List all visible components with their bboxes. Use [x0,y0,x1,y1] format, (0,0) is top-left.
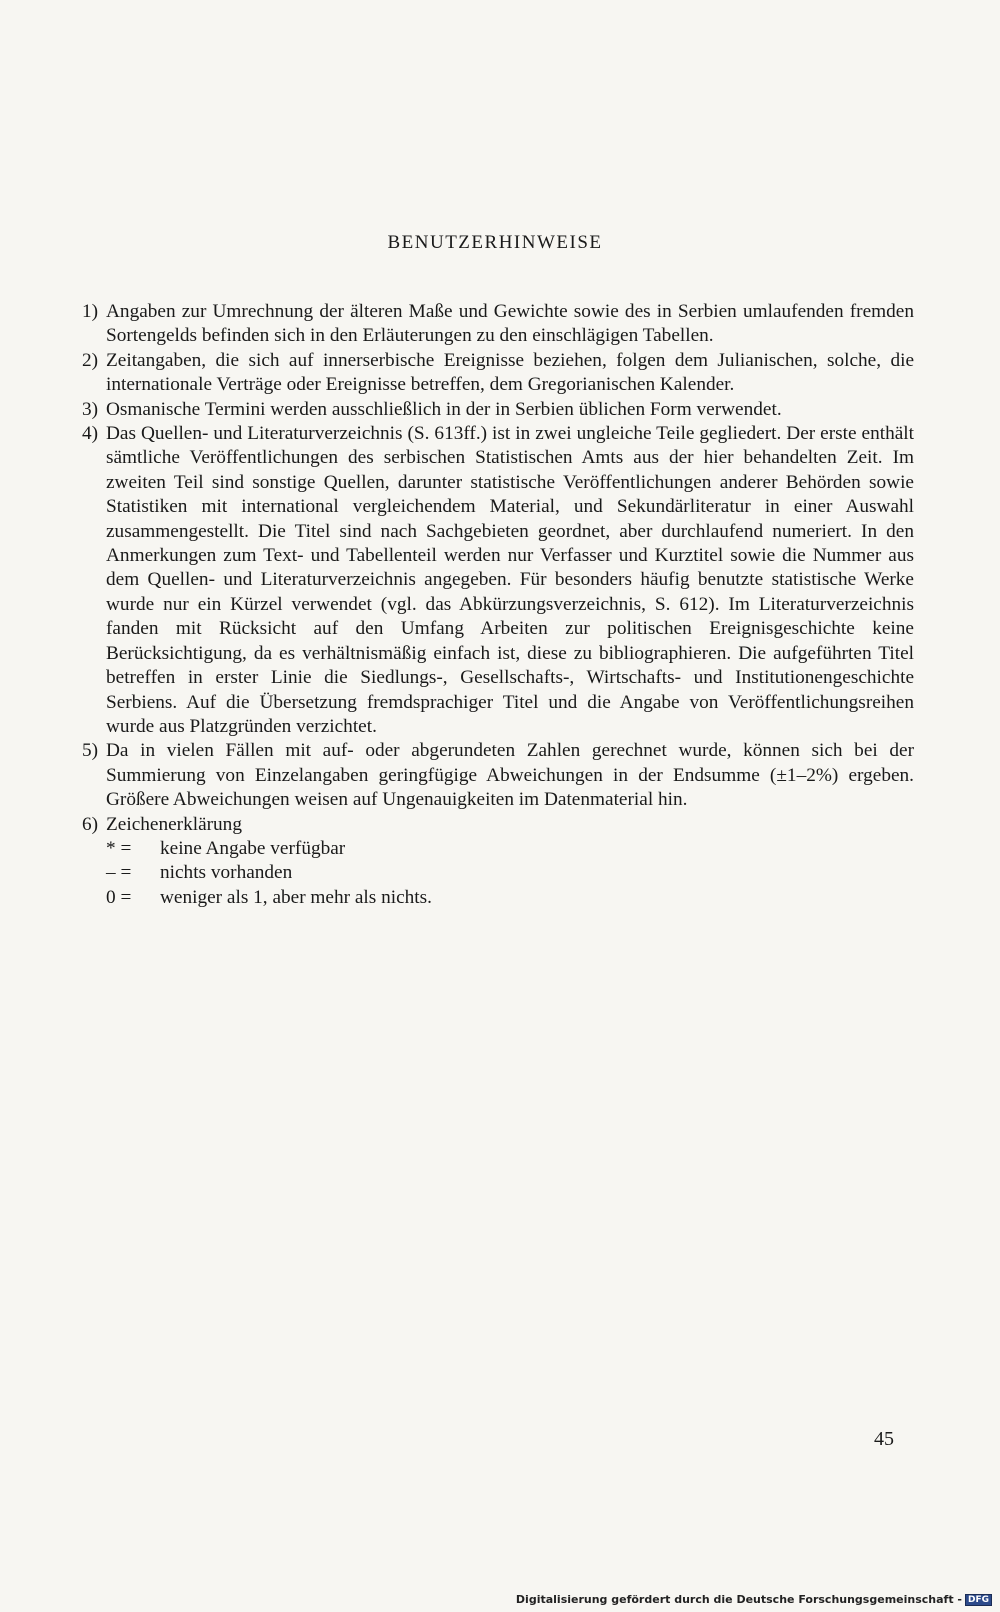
legend-row [106,861,914,885]
note-item [82,398,914,422]
note-number: 1) [82,301,99,322]
note-item [82,422,914,739]
note-number: 2) [82,349,99,371]
note-item [82,739,914,812]
note-number: 6) [82,813,99,835]
legend-symbol: 0 = [106,886,132,908]
page-title: BENUTZERHINWEISE [387,232,603,253]
legend-symbol: * = [106,837,132,859]
note-text: Angaben zur Umrechnung der älteren Maße und Gewichte sowie des in Serbien umlaufenden fremden Sortengelds befinden sich in den Erläuterungen zu den einschlägigen Tabellen. [106,301,914,347]
note-number: 5) [82,740,99,762]
note-text: Osmanische Termini werden ausschließlich in der in Serbien üblichen Form verwendet. [106,398,782,420]
legend-symbol: – = [106,862,132,884]
symbol-legend [82,837,914,910]
notes-list [82,300,914,910]
legend-meaning: nichts vorhanden [160,862,293,884]
legend-meaning: keine Angabe verfügbar [160,837,346,859]
note-text: Zeichenerklärung [106,813,242,835]
note-item [82,813,914,837]
digitization-footer [516,1593,992,1606]
footer-text: Digitalisierung gefördert durch die Deutsche Forschungsgemeinschaft - [515,1593,962,1606]
note-text: Zeitangaben, die sich auf innerserbische Ereignisse beziehen, folgen dem Julianischen, solche, die internationale Verträge oder Ereignisse betreffen, dem Gregorianischen Kalender. [106,349,914,396]
note-text: Da in vielen Fällen mit auf- oder abgerundeten Zahlen gerechnet wurde, können sich bei der Summierung von Einzelangaben geringfügige Abweichungen in der Endsumme (±1–2%) ergeben. Größere Abweichungen weisen auf Ungenauigkeiten im Datenmaterial hin. [106,740,914,811]
note-item [82,300,914,349]
page-number: 45 [874,1428,894,1450]
legend-row [106,837,914,861]
legend-row [106,886,914,910]
note-number: 4) [82,423,99,445]
note-item [82,349,914,398]
note-number: 3) [82,398,99,420]
dfg-logo-icon: DFG [965,1594,992,1606]
legend-meaning: weniger als 1, aber mehr als nichts. [160,886,432,908]
note-text: Das Quellen- und Literaturverzeichnis (S. 613ff.) ist in zwei ungleiche Teile gegliedert. Der erste enthält sämtliche Veröffentlichungen des serbischen Statistischen Amts aus der hier behandelten Zeit. Im zweiten Teil sind sonstige Quellen, darunter statistische Veröffentlichungen anderer Behörden sowie Statistiken mit international vergleichendem Material, und Sekundärliteratur in einer Auswahl zusammengestellt. Die Titel sind nach Sachgebieten geordnet, aber durchlaufend numeriert. In den Anmerkungen zum Text- und Tabellenteil werden nur Verfasser und Kurztitel sowie die Nummer aus dem Quellen- und Literaturverzeichnis angegeben. Für besonders häufig benutzte statistische Werke wurde nur ein Kürzel verwendet (vgl. das Abkürzungsverzeichnis, S. 612). Im Literaturverzeichnis fanden mit Rücksicht auf den Umfang Arbeiten zur politischen Ereignisgeschichte keine Berücksichtigung, da es verhältnismäßig einfach ist, diese zu bibliographieren. Die aufgeführten Titel betreffen in erster Linie die Siedlungs-, Gesellschafts-, Wirtschafts- und Institutionengeschichte Serbiens. Auf die Übersetzung fremdsprachiger Titel und die Angabe von Veröffentlichungsreihen wurde aus Platzgründen verzichtet. [106,423,914,737]
